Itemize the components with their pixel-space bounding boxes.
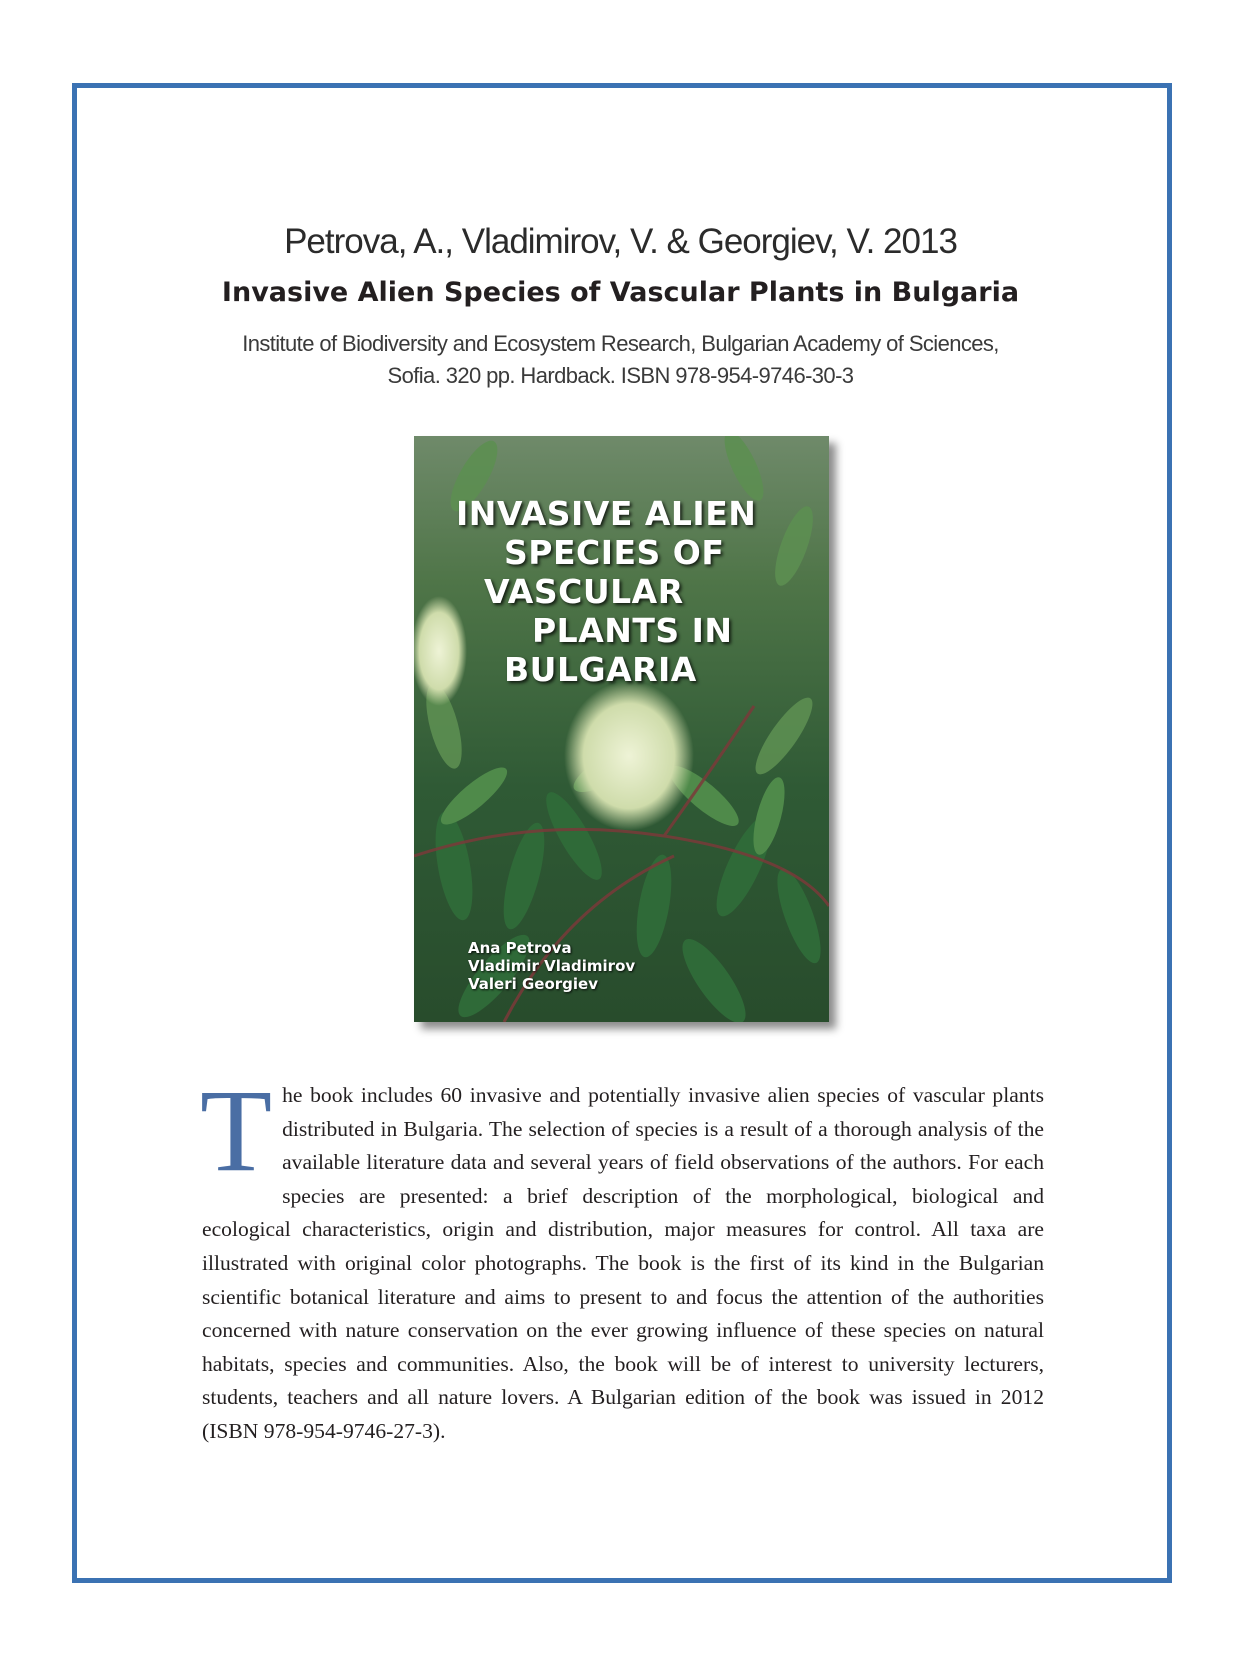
cover-title-line: PLANTS IN [532,611,733,650]
cover-author: Vladimir Vladimirov [468,957,636,975]
cover-title-line: SPECIES OF [504,533,725,572]
publication-info-line-2: Sofia. 320 pp. Hardback. ISBN 978-954-9746-30-3 [387,363,854,388]
citation-authors: Petrova, A., Vladimirov, V. & Georgiev, V. 2013 [284,222,957,261]
book-cover-image [414,436,829,1022]
cover-authors [468,939,635,993]
publication-info [0,328,1241,392]
cover-title-line: VASCULAR [484,572,684,611]
cover-author: Ana Petrova [468,939,572,957]
drop-cap: T [200,1065,273,1196]
book-title: Invasive Alien Species of Vascular Plants in Bulgaria [221,277,1020,308]
cover-title-line: INVASIVE ALIEN [456,494,757,533]
description-paragraph: he book includes 60 invasive and potentially invasive alien species of vascular plants distributed in Bulgaria. The selection of species is a result of a thorough analysis of the available literature data and several years of field observations of the authors. For each species are presented: a brief description of the morphological, biological and ecological characteristics, origin and distribution, major measures for control. All taxa are illustrated with original color photographs. The book is the first of its kind in the Bulgarian scientific botanical literature and aims to present to and focus the attention of the authorities concerned with nature conservation on the ever growing influence of these species on natural habitats, species and communities. Also, the book will be of interest to university lecturers, students, teachers and all nature lovers. A Bulgarian edition of the book was issued in 2012 (ISBN 978-954-9746-27-3). [202,1083,1044,1443]
book-description [200,1065,1044,1449]
cover-title [414,436,829,689]
cover-title-line: BULGARIA [504,650,697,689]
publication-info-line-1: Institute of Biodiversity and Ecosystem Research, Bulgarian Academy of Sciences, [242,331,999,356]
cover-author: Valeri Georgiev [468,975,599,993]
